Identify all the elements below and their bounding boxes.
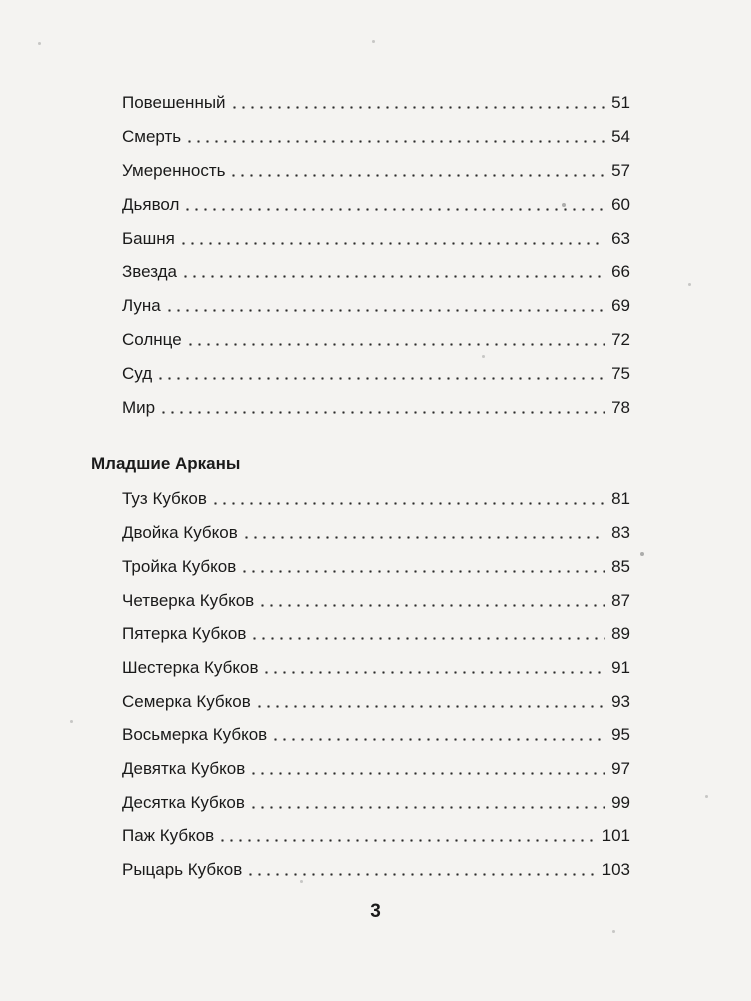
paper-speck <box>640 552 644 556</box>
toc-entry-page: 99 <box>611 793 630 812</box>
dot-leader <box>262 670 605 675</box>
toc-entry-title: Туз Кубков <box>122 489 207 508</box>
toc-entry[interactable] <box>122 622 630 646</box>
toc-entry-page: 87 <box>611 591 630 610</box>
dot-leader <box>246 872 595 877</box>
toc-entry[interactable] <box>122 656 630 680</box>
dot-leader <box>230 105 606 110</box>
toc-entry[interactable] <box>122 589 630 613</box>
toc-entry-page: 89 <box>611 624 630 643</box>
toc-entry-page: 51 <box>611 93 630 112</box>
paper-speck <box>482 355 485 358</box>
toc-entry-page: 57 <box>611 161 630 180</box>
toc-entry-page: 91 <box>611 658 630 677</box>
toc-entry[interactable] <box>122 260 630 284</box>
toc-entry-title: Луна <box>122 296 161 315</box>
toc-entry-title: Четверка Кубков <box>122 591 255 610</box>
page-number: 3 <box>370 901 381 922</box>
toc-entry-title: Суд <box>122 364 153 383</box>
toc-entry[interactable] <box>122 824 630 848</box>
dot-leader <box>179 241 605 246</box>
dot-leader <box>249 805 605 810</box>
paper-speck <box>372 40 375 43</box>
toc-entry-title: Рыцарь Кубков <box>122 860 243 879</box>
paper-speck <box>612 930 615 933</box>
dot-leader <box>242 535 605 540</box>
dot-leader <box>250 636 605 641</box>
toc-entry-title: Восьмерка Кубков <box>122 725 268 744</box>
toc-entry-page: 69 <box>611 296 630 315</box>
dot-leader <box>271 737 605 742</box>
toc-entry[interactable] <box>122 487 630 511</box>
toc-entry-title: Повешенный <box>122 93 226 112</box>
toc-entry[interactable] <box>122 858 630 882</box>
toc-entry-page: 85 <box>611 557 630 576</box>
toc-entry[interactable] <box>122 690 630 714</box>
toc-entry-page: 101 <box>601 826 630 845</box>
toc-entry-page: 93 <box>611 692 630 711</box>
section-heading-minor-arcana: Младшие Арканы <box>91 454 241 473</box>
toc-entry[interactable] <box>122 328 630 352</box>
toc-entry-page: 97 <box>611 759 630 778</box>
paper-speck <box>70 720 73 723</box>
toc-entry-title: Башня <box>122 229 175 248</box>
dot-leader <box>183 207 605 212</box>
toc-entry-title: Десятка Кубков <box>122 793 245 812</box>
toc-entry-title: Умеренность <box>122 161 226 180</box>
toc-entry-page: 78 <box>611 398 630 417</box>
toc-entry-page: 66 <box>611 262 630 281</box>
toc-entry[interactable] <box>122 227 630 251</box>
toc-entry-title: Семерка Кубков <box>122 692 251 711</box>
dot-leader <box>181 274 605 279</box>
dot-leader <box>211 501 605 506</box>
toc-entry[interactable] <box>122 396 630 420</box>
dot-leader <box>229 173 605 178</box>
toc-entry[interactable] <box>122 723 630 747</box>
toc-entry-page: 83 <box>611 523 630 542</box>
dot-leader <box>165 308 605 313</box>
dot-leader <box>249 771 605 776</box>
paper-speck <box>705 795 708 798</box>
toc-entry-page: 72 <box>611 330 630 349</box>
toc-entry-title: Тройка Кубков <box>122 557 237 576</box>
toc-entry-page: 103 <box>601 860 630 879</box>
toc-entry[interactable] <box>122 294 630 318</box>
toc-entry[interactable] <box>122 125 630 149</box>
toc-entry[interactable] <box>122 555 630 579</box>
dot-leader <box>156 376 605 381</box>
toc-entry[interactable] <box>122 193 630 217</box>
toc-entry-title: Шестерка Кубков <box>122 658 259 677</box>
toc-entry[interactable] <box>122 159 630 183</box>
dot-leader <box>185 139 605 144</box>
dot-leader <box>159 410 605 415</box>
toc-entry[interactable] <box>122 521 630 545</box>
toc-entry[interactable] <box>122 91 630 115</box>
dot-leader <box>186 342 605 347</box>
dot-leader <box>255 704 605 709</box>
toc-entry-title: Паж Кубков <box>122 826 215 845</box>
toc-entry-title: Солнце <box>122 330 182 349</box>
toc-entry-title: Дьявол <box>122 195 180 214</box>
toc-entry-title: Мир <box>122 398 156 417</box>
paper-speck <box>688 283 691 286</box>
toc-entry-page: 95 <box>611 725 630 744</box>
toc-entry-title: Двойка Кубков <box>122 523 238 542</box>
toc-entry[interactable] <box>122 791 630 815</box>
toc-entry[interactable] <box>122 362 630 386</box>
toc-entry-page: 60 <box>611 195 630 214</box>
paper-speck <box>38 42 41 45</box>
dot-leader <box>218 838 595 843</box>
toc-entry-page: 63 <box>611 229 630 248</box>
toc-entry-title: Звезда <box>122 262 177 281</box>
toc-entry-page: 75 <box>611 364 630 383</box>
toc-entry-title: Пятерка Кубков <box>122 624 247 643</box>
dot-leader <box>258 603 605 608</box>
toc-entry-title: Девятка Кубков <box>122 759 246 778</box>
toc-entry-page: 54 <box>611 127 630 146</box>
toc-entry-page: 81 <box>611 489 630 508</box>
toc-entry[interactable] <box>122 757 630 781</box>
toc-entry-title: Смерть <box>122 127 182 146</box>
dot-leader <box>240 569 605 574</box>
